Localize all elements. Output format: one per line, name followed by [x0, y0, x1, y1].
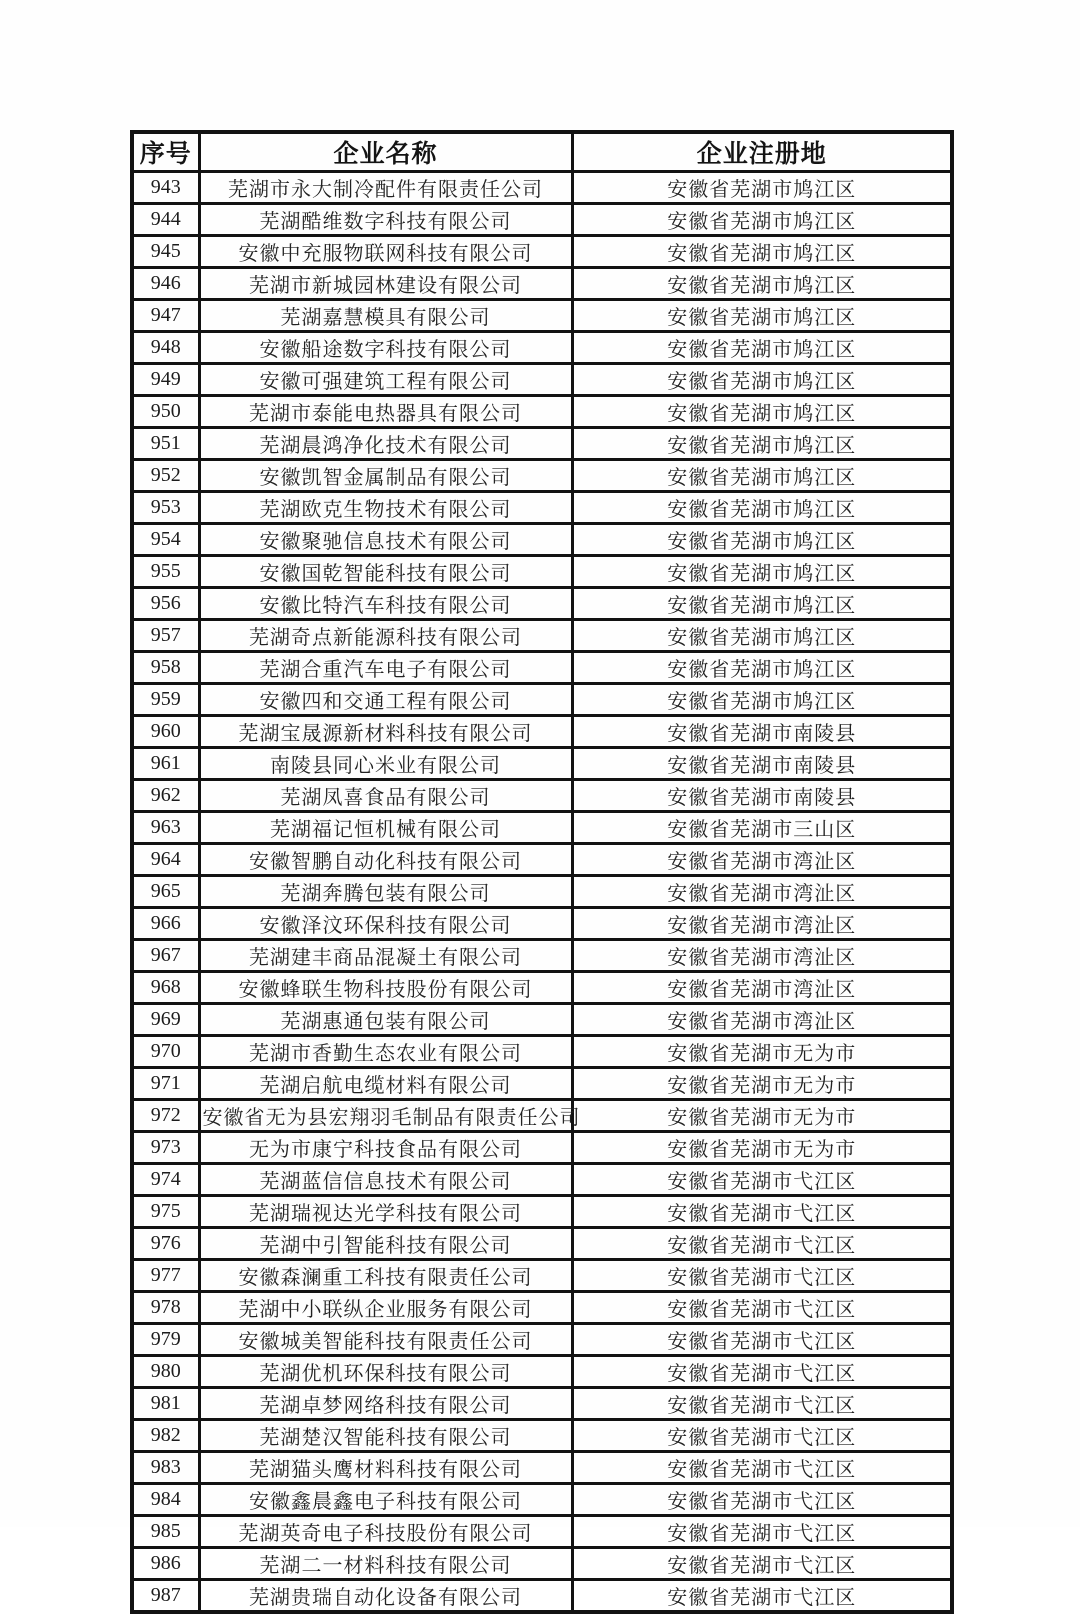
cell-company-name: 安徽蜂联生物科技股份有限公司: [199, 972, 572, 1004]
cell-registration-place: 安徽省芜湖市湾沚区: [572, 940, 952, 972]
cell-company-name: 芜湖福记恒机械有限公司: [199, 812, 572, 844]
table-row: [132, 908, 952, 940]
company-table: [130, 130, 954, 1614]
table-row: [132, 236, 952, 268]
cell-registration-place: 安徽省芜湖市鸠江区: [572, 620, 952, 652]
cell-serial-number: 969: [132, 1004, 199, 1036]
cell-registration-place: 安徽省芜湖市湾沚区: [572, 1004, 952, 1036]
table-row: [132, 1068, 952, 1100]
cell-serial-number: 970: [132, 1036, 199, 1068]
cell-serial-number: 971: [132, 1068, 199, 1100]
cell-serial-number: 944: [132, 204, 199, 236]
table-body: [132, 172, 952, 1613]
cell-registration-place: 安徽省芜湖市鸠江区: [572, 300, 952, 332]
table-row: [132, 1516, 952, 1548]
cell-registration-place: 安徽省芜湖市无为市: [572, 1068, 952, 1100]
cell-serial-number: 976: [132, 1228, 199, 1260]
cell-registration-place: 安徽省芜湖市鸠江区: [572, 332, 952, 364]
cell-serial-number: 961: [132, 748, 199, 780]
cell-serial-number: 979: [132, 1324, 199, 1356]
cell-serial-number: 984: [132, 1484, 199, 1516]
cell-registration-place: 安徽省芜湖市无为市: [572, 1132, 952, 1164]
cell-registration-place: 安徽省芜湖市弋江区: [572, 1228, 952, 1260]
cell-company-name: 芜湖市永大制冷配件有限责任公司: [199, 172, 572, 204]
cell-serial-number: 967: [132, 940, 199, 972]
cell-serial-number: 959: [132, 684, 199, 716]
cell-company-name: 安徽凯智金属制品有限公司: [199, 460, 572, 492]
cell-serial-number: 958: [132, 652, 199, 684]
cell-registration-place: 安徽省芜湖市鸠江区: [572, 268, 952, 300]
cell-registration-place: 安徽省芜湖市弋江区: [572, 1580, 952, 1613]
table-row: [132, 1388, 952, 1420]
cell-registration-place: 安徽省芜湖市湾沚区: [572, 876, 952, 908]
cell-registration-place: 安徽省芜湖市弋江区: [572, 1548, 952, 1580]
table-row: [132, 1548, 952, 1580]
table-row: [132, 1580, 952, 1613]
table-row: [132, 844, 952, 876]
cell-registration-place: 安徽省芜湖市弋江区: [572, 1324, 952, 1356]
cell-registration-place: 安徽省芜湖市弋江区: [572, 1292, 952, 1324]
table-row: [132, 876, 952, 908]
cell-registration-place: 安徽省芜湖市鸠江区: [572, 588, 952, 620]
cell-company-name: 芜湖二一材料科技有限公司: [199, 1548, 572, 1580]
cell-registration-place: 安徽省芜湖市弋江区: [572, 1420, 952, 1452]
cell-company-name: 芜湖优机环保科技有限公司: [199, 1356, 572, 1388]
cell-serial-number: 955: [132, 556, 199, 588]
cell-registration-place: 安徽省芜湖市鸠江区: [572, 236, 952, 268]
cell-registration-place: 安徽省芜湖市三山区: [572, 812, 952, 844]
cell-registration-place: 安徽省芜湖市鸠江区: [572, 396, 952, 428]
table-row: [132, 460, 952, 492]
table-row: [132, 1132, 952, 1164]
cell-company-name: 南陵县同心米业有限公司: [199, 748, 572, 780]
cell-serial-number: 963: [132, 812, 199, 844]
cell-company-name: 芜湖建丰商品混凝土有限公司: [199, 940, 572, 972]
cell-registration-place: 安徽省芜湖市弋江区: [572, 1484, 952, 1516]
table-row: [132, 652, 952, 684]
table-row: [132, 332, 952, 364]
cell-company-name: 安徽比特汽车科技有限公司: [199, 588, 572, 620]
table-row: [132, 396, 952, 428]
cell-company-name: 芜湖奔腾包装有限公司: [199, 876, 572, 908]
table-row: [132, 1292, 952, 1324]
cell-company-name: 芜湖瑞视达光学科技有限公司: [199, 1196, 572, 1228]
cell-company-name: 芜湖惠通包装有限公司: [199, 1004, 572, 1036]
table-header-row: [132, 132, 952, 172]
table-row: [132, 1164, 952, 1196]
table-row: [132, 1100, 952, 1132]
cell-company-name: 芜湖楚汉智能科技有限公司: [199, 1420, 572, 1452]
table-row: [132, 172, 952, 204]
cell-registration-place: 安徽省芜湖市鸠江区: [572, 556, 952, 588]
cell-serial-number: 945: [132, 236, 199, 268]
table-row: [132, 716, 952, 748]
cell-serial-number: 952: [132, 460, 199, 492]
table-row: [132, 620, 952, 652]
table-row: [132, 556, 952, 588]
cell-serial-number: 951: [132, 428, 199, 460]
table-row: [132, 204, 952, 236]
cell-registration-place: 安徽省芜湖市弋江区: [572, 1356, 952, 1388]
cell-company-name: 芜湖启航电缆材料有限公司: [199, 1068, 572, 1100]
cell-company-name: 芜湖酷维数字科技有限公司: [199, 204, 572, 236]
cell-registration-place: 安徽省芜湖市湾沚区: [572, 972, 952, 1004]
cell-company-name: 芜湖宝晟源新材料科技有限公司: [199, 716, 572, 748]
cell-registration-place: 安徽省芜湖市鸠江区: [572, 492, 952, 524]
table-row: [132, 1004, 952, 1036]
cell-registration-place: 安徽省芜湖市鸠江区: [572, 204, 952, 236]
cell-company-name: 芜湖中引智能科技有限公司: [199, 1228, 572, 1260]
cell-company-name: 芜湖猫头鹰材料科技有限公司: [199, 1452, 572, 1484]
table-row: [132, 812, 952, 844]
cell-registration-place: 安徽省芜湖市弋江区: [572, 1516, 952, 1548]
cell-registration-place: 安徽省芜湖市弋江区: [572, 1452, 952, 1484]
cell-serial-number: 957: [132, 620, 199, 652]
cell-company-name: 芜湖欧克生物技术有限公司: [199, 492, 572, 524]
cell-serial-number: 986: [132, 1548, 199, 1580]
cell-serial-number: 964: [132, 844, 199, 876]
cell-registration-place: 安徽省芜湖市弋江区: [572, 1164, 952, 1196]
cell-serial-number: 960: [132, 716, 199, 748]
cell-company-name: 芜湖市泰能电热器具有限公司: [199, 396, 572, 428]
table-row: [132, 940, 952, 972]
cell-serial-number: 982: [132, 1420, 199, 1452]
table-row: [132, 1324, 952, 1356]
cell-registration-place: 安徽省芜湖市南陵县: [572, 748, 952, 780]
cell-company-name: 芜湖晨鸿净化技术有限公司: [199, 428, 572, 460]
table-row: [132, 268, 952, 300]
cell-company-name: 安徽中充服物联网科技有限公司: [199, 236, 572, 268]
table-row: [132, 972, 952, 1004]
cell-serial-number: 983: [132, 1452, 199, 1484]
cell-company-name: 安徽省无为县宏翔羽毛制品有限责任公司: [199, 1100, 572, 1132]
cell-serial-number: 956: [132, 588, 199, 620]
cell-registration-place: 安徽省芜湖市湾沚区: [572, 908, 952, 940]
cell-company-name: 芜湖贵瑞自动化设备有限公司: [199, 1580, 572, 1613]
table-row: [132, 684, 952, 716]
table-row: [132, 748, 952, 780]
cell-company-name: 安徽国乾智能科技有限公司: [199, 556, 572, 588]
cell-registration-place: 安徽省芜湖市无为市: [572, 1100, 952, 1132]
cell-serial-number: 978: [132, 1292, 199, 1324]
cell-company-name: 安徽城美智能科技有限责任公司: [199, 1324, 572, 1356]
table-row: [132, 1452, 952, 1484]
cell-serial-number: 981: [132, 1388, 199, 1420]
cell-registration-place: 安徽省芜湖市鸠江区: [572, 364, 952, 396]
cell-company-name: 安徽聚驰信息技术有限公司: [199, 524, 572, 556]
cell-registration-place: 安徽省芜湖市鸠江区: [572, 684, 952, 716]
table-row: [132, 492, 952, 524]
cell-serial-number: 987: [132, 1580, 199, 1613]
cell-serial-number: 975: [132, 1196, 199, 1228]
table-row: [132, 1484, 952, 1516]
table-row: [132, 780, 952, 812]
cell-serial-number: 953: [132, 492, 199, 524]
table-row: [132, 588, 952, 620]
cell-registration-place: 安徽省芜湖市鸠江区: [572, 172, 952, 204]
cell-company-name: 芜湖嘉慧模具有限公司: [199, 300, 572, 332]
cell-serial-number: 943: [132, 172, 199, 204]
cell-serial-number: 949: [132, 364, 199, 396]
cell-serial-number: 977: [132, 1260, 199, 1292]
cell-serial-number: 947: [132, 300, 199, 332]
cell-company-name: 芜湖中小联纵企业服务有限公司: [199, 1292, 572, 1324]
cell-company-name: 安徽泽汶环保科技有限公司: [199, 908, 572, 940]
table-row: [132, 300, 952, 332]
cell-serial-number: 985: [132, 1516, 199, 1548]
table-row: [132, 524, 952, 556]
cell-serial-number: 948: [132, 332, 199, 364]
cell-company-name: 芜湖英奇电子科技股份有限公司: [199, 1516, 572, 1548]
cell-registration-place: 安徽省芜湖市湾沚区: [572, 844, 952, 876]
cell-serial-number: 965: [132, 876, 199, 908]
cell-company-name: 芜湖蓝信信息技术有限公司: [199, 1164, 572, 1196]
cell-serial-number: 966: [132, 908, 199, 940]
table-row: [132, 1036, 952, 1068]
table-row: [132, 1260, 952, 1292]
cell-company-name: 安徽可强建筑工程有限公司: [199, 364, 572, 396]
cell-serial-number: 968: [132, 972, 199, 1004]
cell-serial-number: 974: [132, 1164, 199, 1196]
cell-company-name: 安徽森澜重工科技有限责任公司: [199, 1260, 572, 1292]
cell-company-name: 芜湖凤喜食品有限公司: [199, 780, 572, 812]
header-serial-number: 序号: [132, 132, 199, 172]
header-registration-place: 企业注册地: [572, 132, 952, 172]
cell-serial-number: 972: [132, 1100, 199, 1132]
cell-company-name: 安徽四和交通工程有限公司: [199, 684, 572, 716]
table-row: [132, 428, 952, 460]
cell-serial-number: 962: [132, 780, 199, 812]
cell-registration-place: 安徽省芜湖市南陵县: [572, 780, 952, 812]
table-row: [132, 1228, 952, 1260]
cell-serial-number: 954: [132, 524, 199, 556]
cell-serial-number: 950: [132, 396, 199, 428]
cell-registration-place: 安徽省芜湖市弋江区: [572, 1388, 952, 1420]
cell-registration-place: 安徽省芜湖市鸠江区: [572, 460, 952, 492]
cell-serial-number: 973: [132, 1132, 199, 1164]
cell-company-name: 芜湖卓梦网络科技有限公司: [199, 1388, 572, 1420]
cell-company-name: 芜湖合重汽车电子有限公司: [199, 652, 572, 684]
header-company-name: 企业名称: [199, 132, 572, 172]
cell-company-name: 芜湖奇点新能源科技有限公司: [199, 620, 572, 652]
cell-company-name: 安徽鑫晨鑫电子科技有限公司: [199, 1484, 572, 1516]
cell-company-name: 芜湖市新城园林建设有限公司: [199, 268, 572, 300]
cell-registration-place: 安徽省芜湖市鸠江区: [572, 524, 952, 556]
cell-registration-place: 安徽省芜湖市无为市: [572, 1036, 952, 1068]
table-row: [132, 364, 952, 396]
cell-company-name: 安徽智鹏自动化科技有限公司: [199, 844, 572, 876]
table-row: [132, 1196, 952, 1228]
cell-company-name: 安徽船途数字科技有限公司: [199, 332, 572, 364]
cell-serial-number: 946: [132, 268, 199, 300]
cell-registration-place: 安徽省芜湖市南陵县: [572, 716, 952, 748]
cell-registration-place: 安徽省芜湖市鸠江区: [572, 428, 952, 460]
cell-registration-place: 安徽省芜湖市弋江区: [572, 1196, 952, 1228]
cell-registration-place: 安徽省芜湖市弋江区: [572, 1260, 952, 1292]
cell-company-name: 芜湖市香勤生态农业有限公司: [199, 1036, 572, 1068]
cell-company-name: 无为市康宁科技食品有限公司: [199, 1132, 572, 1164]
table-row: [132, 1420, 952, 1452]
cell-serial-number: 980: [132, 1356, 199, 1388]
table-row: [132, 1356, 952, 1388]
cell-registration-place: 安徽省芜湖市鸠江区: [572, 652, 952, 684]
